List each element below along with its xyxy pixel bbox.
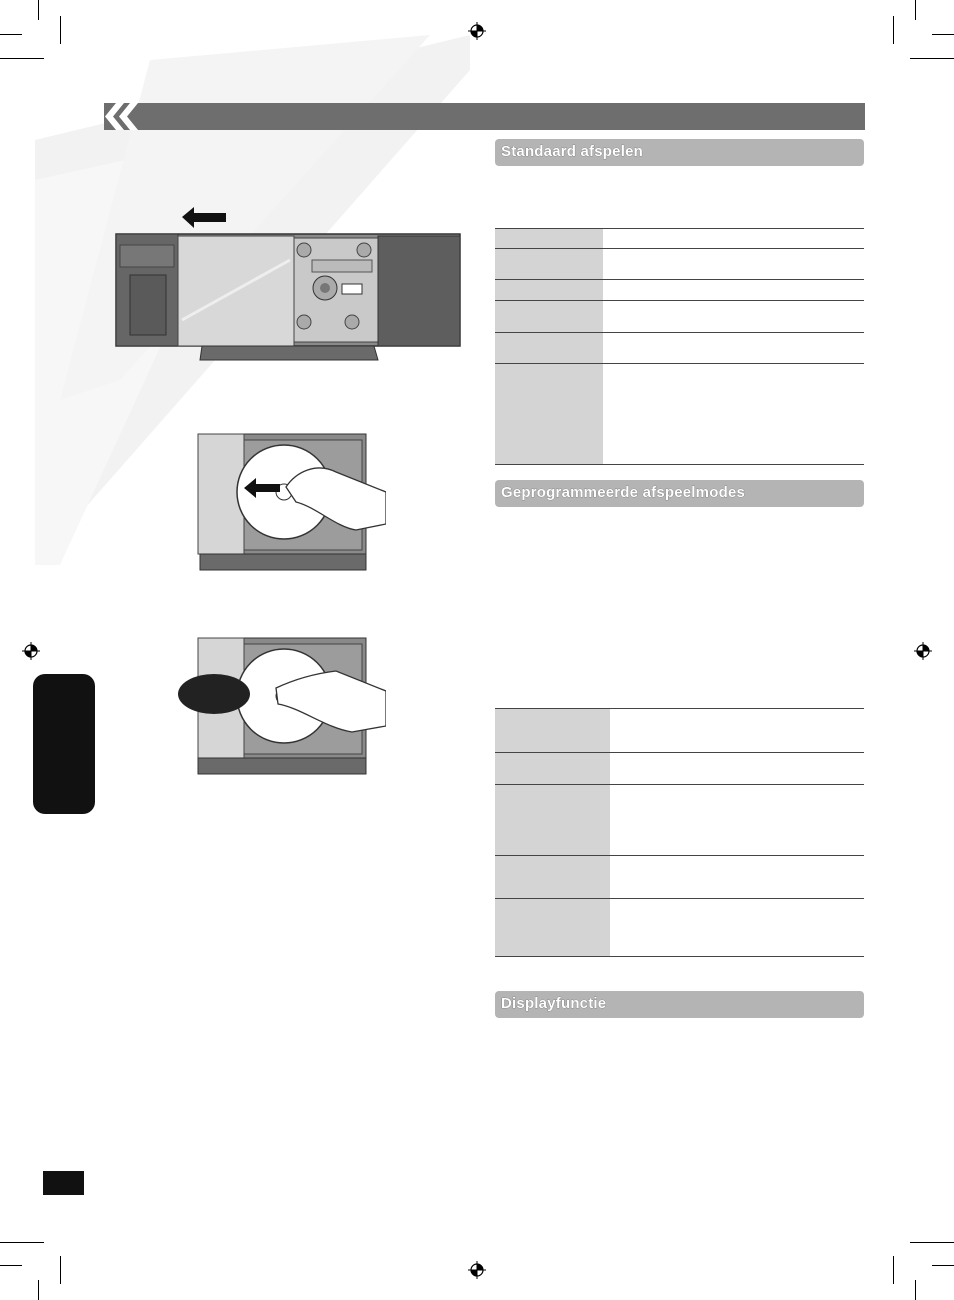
- page-number-box: [43, 1171, 84, 1195]
- section-header-programmed-title: Geprogrammeerde afspeelmodes: [501, 484, 746, 501]
- section-header-standard-title: Standaard afspelen: [501, 143, 643, 160]
- section-header-standard: [495, 139, 864, 166]
- section-header-display: [495, 991, 864, 1018]
- arrow-left-icon: [182, 207, 226, 228]
- double-chevron-left-icon: [104, 103, 144, 130]
- registration-mark-icon: [468, 1261, 486, 1279]
- illustration-open-door: [112, 200, 464, 365]
- illustration-press-disc: [176, 636, 386, 776]
- registration-mark-icon: [468, 22, 486, 40]
- section-header-display-title: Displayfunctie: [501, 995, 607, 1012]
- registration-mark-icon: [914, 642, 932, 660]
- registration-mark-icon: [22, 642, 40, 660]
- illustration-insert-disc: [196, 432, 386, 572]
- section-header-programmed: [495, 480, 864, 507]
- top-title-bar: [104, 103, 865, 130]
- language-side-tab: [33, 674, 95, 814]
